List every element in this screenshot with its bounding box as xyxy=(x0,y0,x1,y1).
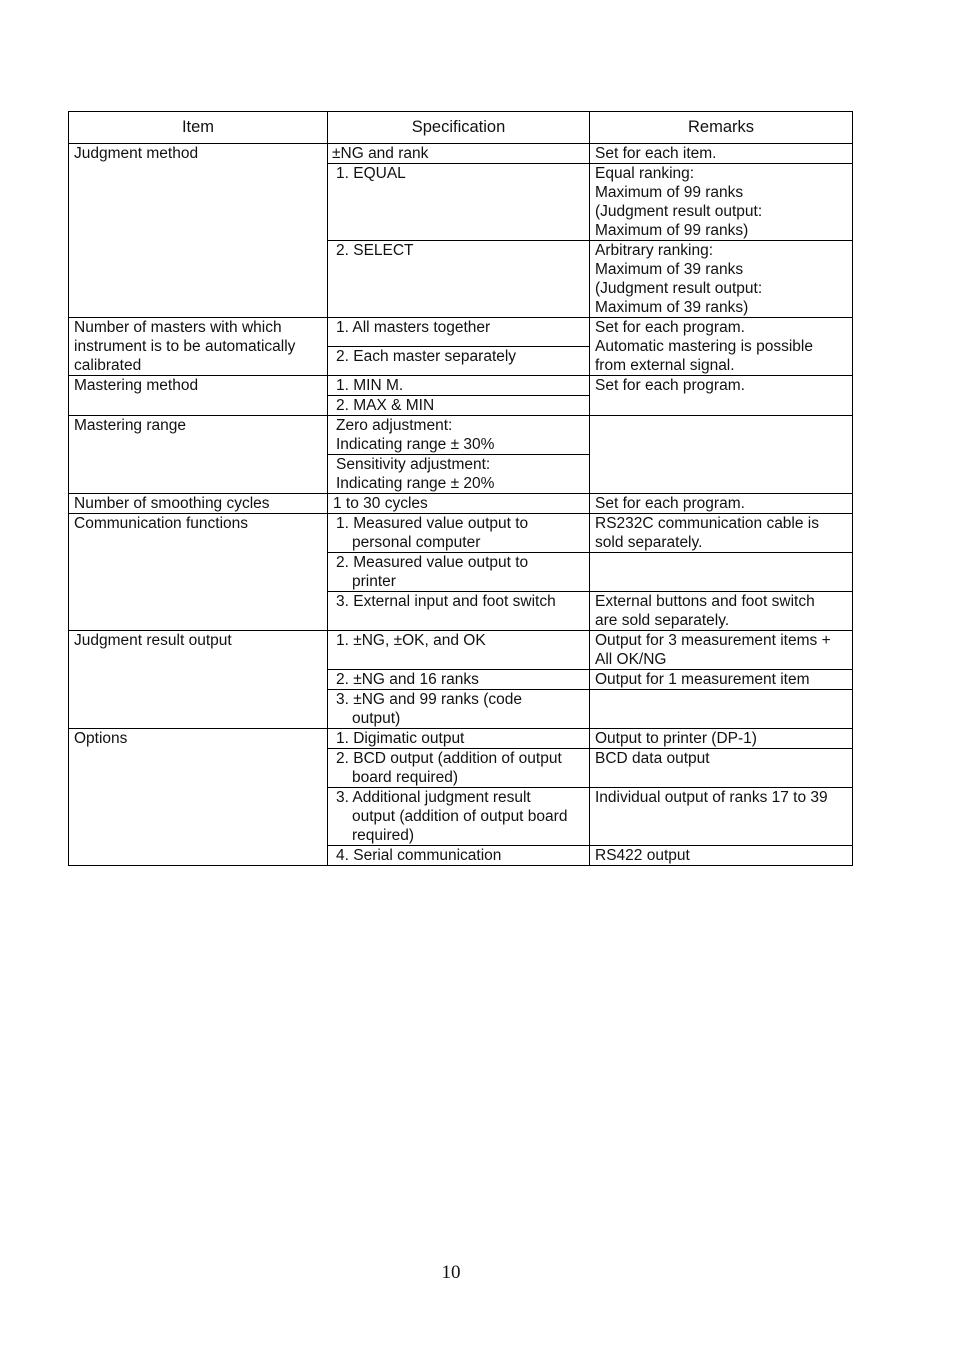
remarks-cell xyxy=(590,631,853,670)
remarks-cell: Output for 1 measurement item xyxy=(590,670,853,690)
spec-cell xyxy=(328,514,590,553)
item-options: Options xyxy=(69,729,328,866)
remarks-cell xyxy=(590,592,853,631)
remarks-line: are sold separately. xyxy=(595,612,730,629)
spec-line: 2. BCD output (addition of output xyxy=(336,750,562,767)
spec-line: 2. Measured value output to xyxy=(336,554,529,571)
remarks-cell: Set for each program. xyxy=(590,376,853,416)
spec-cell: 2. ±NG and 16 ranks xyxy=(328,670,590,690)
remarks-line: Maximum of 99 ranks) xyxy=(595,222,749,239)
remarks-cell xyxy=(590,514,853,553)
spec-cell: 1. Digimatic output xyxy=(328,729,590,749)
remarks-cell: RS422 output xyxy=(590,846,853,866)
spec-cell: ±NG and rank xyxy=(328,144,590,164)
remarks-cell-empty xyxy=(590,416,853,494)
spec-cell: 2. Each master separately xyxy=(328,347,590,376)
spec-cell: 4. Serial communication xyxy=(328,846,590,866)
remarks-cell: Output to printer (DP-1) xyxy=(590,729,853,749)
spec-line: output) xyxy=(352,710,401,727)
spec-cell xyxy=(328,553,590,592)
remarks-line: Automatic mastering is possible xyxy=(595,338,813,355)
item-communication-functions: Communication functions xyxy=(69,514,328,631)
item-line: calibrated xyxy=(74,357,142,374)
remarks-line: Arbitrary ranking: xyxy=(595,242,714,259)
item-judgment-method: Judgment method xyxy=(69,144,328,318)
remarks-cell: Individual output of ranks 17 to 39 xyxy=(590,788,853,846)
header-specification: Specification xyxy=(328,112,590,144)
spec-cell xyxy=(328,416,590,455)
spec-cell: 2. SELECT xyxy=(328,241,590,318)
table-row xyxy=(69,729,853,749)
table-row xyxy=(69,631,853,670)
spec-cell xyxy=(328,788,590,846)
remarks-line: All OK/NG xyxy=(595,651,667,668)
spec-line: required) xyxy=(352,827,415,844)
spec-line: 3. Additional judgment result xyxy=(336,789,531,806)
spec-line: board required) xyxy=(352,769,458,786)
table-row xyxy=(69,494,853,514)
remarks-line: Output for 3 measurement items + xyxy=(595,632,831,649)
spec-cell: 1 to 30 cycles xyxy=(328,494,590,514)
spec-line: Zero adjustment: xyxy=(336,417,453,434)
remarks-line: External buttons and foot switch xyxy=(595,593,815,610)
table-row xyxy=(69,514,853,553)
item-smoothing-cycles: Number of smoothing cycles xyxy=(69,494,328,514)
table-row xyxy=(69,376,853,396)
remarks-line: Equal ranking: xyxy=(595,165,695,182)
item-line: instrument is to be automatically xyxy=(74,338,296,355)
header-remarks: Remarks xyxy=(590,112,853,144)
remarks-line: (Judgment result output: xyxy=(595,203,763,220)
spec-cell: 1. ±NG, ±OK, and OK xyxy=(328,631,590,670)
remarks-cell-empty xyxy=(590,690,853,729)
spec-line: 3. ±NG and 99 ranks (code xyxy=(336,691,522,708)
remarks-line: RS232C communication cable is xyxy=(595,515,819,532)
remarks-line: (Judgment result output: xyxy=(595,280,763,297)
remarks-cell: Set for each item. xyxy=(590,144,853,164)
page-number: 10 xyxy=(441,1262,461,1283)
remarks-line: Maximum of 39 ranks xyxy=(595,261,744,278)
item-mastering-method: Mastering method xyxy=(69,376,328,416)
spec-cell xyxy=(328,749,590,788)
spec-line: output (addition of output board xyxy=(352,808,568,825)
remarks-cell xyxy=(590,318,853,376)
spec-line: personal computer xyxy=(352,534,481,551)
spec-cell: 1. EQUAL xyxy=(328,164,590,241)
spec-line: printer xyxy=(352,573,396,590)
spec-line: Sensitivity adjustment: xyxy=(336,456,491,473)
spec-cell: 2. MAX & MIN xyxy=(328,396,590,416)
item-number-of-masters xyxy=(69,318,328,376)
remarks-cell-empty xyxy=(590,553,853,592)
remarks-line: Maximum of 99 ranks xyxy=(595,184,744,201)
header-item: Item xyxy=(69,112,328,144)
spec-cell: 1. MIN M. xyxy=(328,376,590,396)
remarks-line: Maximum of 39 ranks) xyxy=(595,299,749,316)
item-mastering-range: Mastering range xyxy=(69,416,328,494)
table-row xyxy=(69,416,853,455)
remarks-line: Set for each program. xyxy=(595,319,745,336)
remarks-line: sold separately. xyxy=(595,534,703,551)
header-row xyxy=(69,112,853,144)
spec-cell: 3. External input and foot switch xyxy=(328,592,590,631)
spec-line: 1. Measured value output to xyxy=(336,515,529,532)
spec-cell: 1. All masters together xyxy=(328,318,590,347)
item-judgment-result-output: Judgment result output xyxy=(69,631,328,729)
table-row xyxy=(69,318,853,347)
spec-line: Indicating range ± 20% xyxy=(336,475,495,492)
spec-line: Indicating range ± 30% xyxy=(336,436,495,453)
remarks-cell xyxy=(590,164,853,241)
remarks-line: from external signal. xyxy=(595,357,735,374)
remarks-cell: BCD data output xyxy=(590,749,853,788)
table-row xyxy=(69,144,853,164)
spec-cell xyxy=(328,690,590,729)
remarks-cell: Set for each program. xyxy=(590,494,853,514)
remarks-cell xyxy=(590,241,853,318)
spec-cell xyxy=(328,455,590,494)
specification-table xyxy=(68,111,853,866)
item-line: Number of masters with which xyxy=(74,319,282,336)
